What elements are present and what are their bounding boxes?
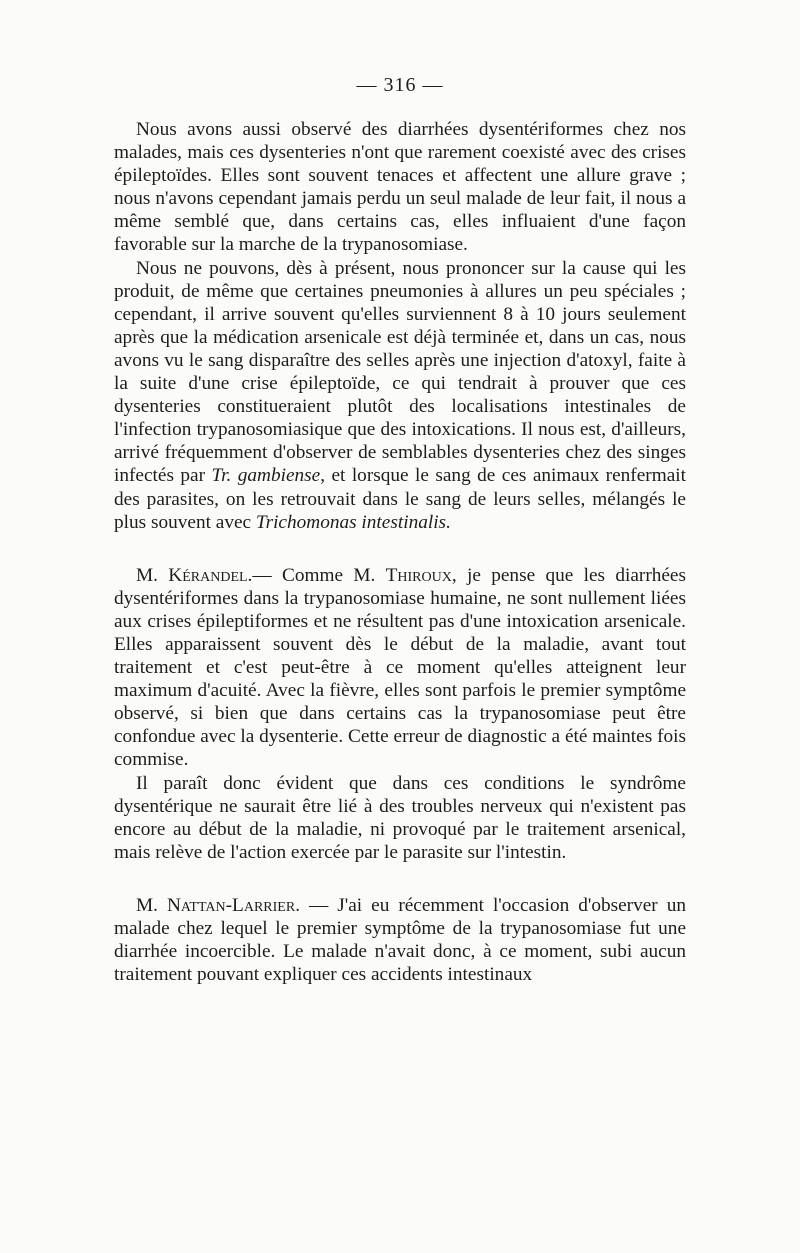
page-number: — 316 — xyxy=(356,74,444,96)
species-name: Tr. gambiense xyxy=(211,465,321,487)
text-segment: , et lorsque le sang de ces animaux renfermait des parasites, on les retrouvait dans le sang de leurs selles, mélangés le plus souvent avec xyxy=(114,465,686,533)
paragraph xyxy=(114,772,686,864)
speaker-name: Kérandel xyxy=(168,564,248,586)
text-segment: , je pense que les diarrhées dysentériformes dans la trypanosomiase humaine, ne sont nullement liées aux crises épileptiformes et ne résultent pas d'une intoxication arsenicale. Elles apparaissent souvent dès le début de la maladie, avant tout traitement et c'est peut-être à ce moment qu'elles atteignent leur maximum d'acuité. Avec la fièvre, elles sont parfois le premier symptôme observé, si bien que dans certains cas la trypanosomiase peut être confondue avec la dysenterie. Cette erreur de diagnostic a été maintes fois commise. xyxy=(114,564,686,771)
speaker-name: Thiroux xyxy=(385,564,452,586)
paragraph xyxy=(114,118,686,257)
text-segment: Nous ne pouvons, dès à présent, nous prononcer sur la cause qui les produit, de même que certaines pneumonies à allures un peu spéciales ; cependant, il arrive souvent qu'elles surviennent 8 à 10 jours seulement après que la médication arsenicale est déjà terminée et, dans un cas, nous avons vu le sang disparaître des selles après une injection d'atoxyl, faite à la suite d'une crise épileptoïde, ce qui tendrait à prouver que ces dysenteries constitueraient plutôt des localisations intestinales de l'infection trypanosomiasique que des intoxications. Il nous est, d'ailleurs, arrivé fréquemment d'observer de semblables dysenteries chez des singes infectés par xyxy=(114,257,686,487)
text-segment: Nous avons aussi observé des diarrhées dysentériformes chez nos malades, mais ces dysenteries n'ont que rarement coexisté avec des crises épileptoïdes. Elles sont souvent tenaces et affectent une allure grave ; nous n'avons cependant jamais perdu un seul malade de leur fait, il nous a même semblé que, dans certains cas, elles influaient d'une façon favorable sur la marche de la trypanosomiase. xyxy=(114,119,686,256)
text-segment: .— Comme M. xyxy=(247,564,386,586)
paragraph xyxy=(114,257,686,534)
speaker-name: Nattan-Larrier xyxy=(166,894,296,916)
text-segment: M. xyxy=(136,894,167,916)
paragraph xyxy=(114,894,686,986)
text-segment: M. xyxy=(136,564,169,586)
species-name: Trichomonas intestinalis. xyxy=(255,511,451,533)
paragraph xyxy=(114,564,686,772)
text-segment: Il paraît donc évident que dans ces conditions le syndrôme dysentérique ne saurait être lié à des troubles nerveux qui n'existent pas encore au début de la maladie, ni provoqué par le traitement arsenical, mais relève de l'action exercée par le parasite sur l'intestin. xyxy=(114,772,686,863)
body-text xyxy=(114,118,686,986)
text-segment: . — J'ai eu récemment l'occasion d'observer un malade chez lequel le premier symptôme de la trypanosomiase fut une diarrhée incoercible. Le malade n'avait donc, à ce moment, subi aucun traitement pouvant expliquer ces accidents intestinaux xyxy=(114,894,686,986)
